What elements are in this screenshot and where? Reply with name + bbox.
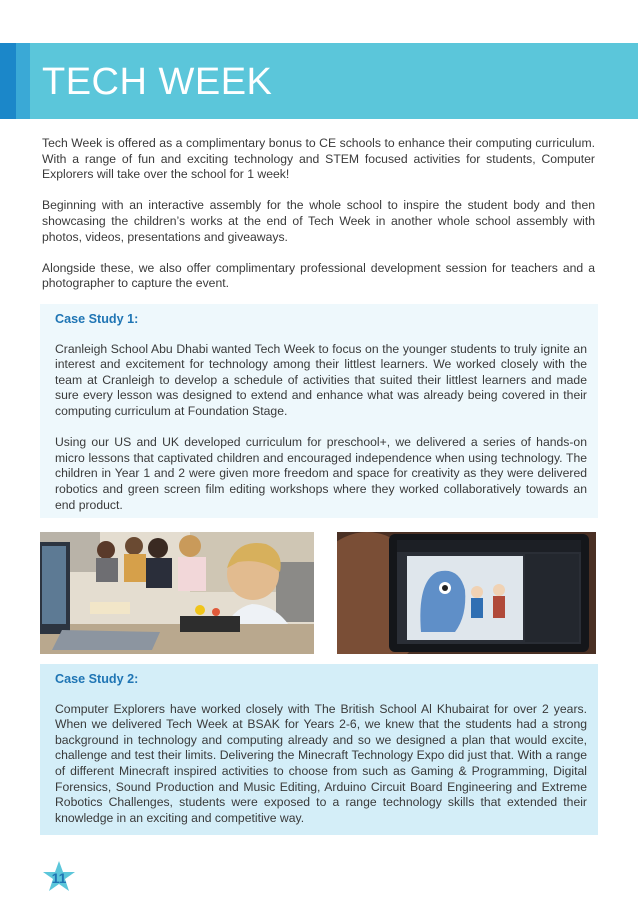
classroom-robotics-photo: [40, 532, 314, 654]
page-number: 11: [51, 870, 67, 886]
case-study-1-heading: Case Study 1:: [55, 312, 139, 326]
case-study-2-heading: Case Study 2:: [55, 672, 139, 686]
animation-tablet-illustration: [337, 532, 596, 654]
classroom-robotics-illustration: [40, 532, 314, 654]
animation-tablet-photo: [337, 532, 596, 654]
intro-section: [42, 136, 595, 308]
page-title: TECH WEEK: [42, 61, 273, 103]
case-study-2-paragraph: Computer Explorers have worked closely with The British School Al Khubairat for over 2 years. When we delivered Tech Week at BSAK for Years 2-6, we knew that the students had a strong background in technology and computing already and so we designed a plan that would excite, challenge and test their limits. Delivering the Minecraft Technology Expo did just that. With a range of different Minecraft inspired activities to choose from such as Gaming & Programming, Digital Forensics, Sound Production and Music Editing, Arduino Circuit Board Engineering and Extreme Robotics Challenges, students were exposed to a range technology skills that extended their knowledge in an exciting and competitive way.: [55, 701, 587, 825]
case-study-2-box: [40, 664, 598, 835]
case-study-1-paragraph: Using our US and UK developed curriculum for preschool+, we delivered a series of hands-on micro lessons that captivated children and encouraged independence when using technology. The children in Year 1 and 2 were given more freedom and space for creativity as they were delivered robotics and green screen film editing workshops where they worked collaboratively towards an end product.: [55, 435, 587, 512]
header-accent-light: [16, 43, 30, 119]
intro-paragraph: Alongside these, we also offer complimentary professional development session for teachers and a photographer to capture the event.: [42, 260, 595, 291]
case-study-1-paragraph: Cranleigh School Abu Dhabi wanted Tech Week to focus on the younger students to truly ignite an interest and excitement for technology among their littlest learners. We worked closely with the team at Cranleigh to develop a schedule of activities that suited their littlest learners and made sure every lesson was designed to extend and enhance what was already being covered in their computing curriculum at Foundation Stage.: [55, 341, 587, 418]
case-study-1-box: [40, 304, 598, 518]
header-accent-dark: [0, 43, 16, 119]
intro-paragraph: Tech Week is offered as a complimentary bonus to CE schools to enhance their computing curriculum. With a range of fun and exciting technology and STEM focused activities for students, Computer Explorers will take over the school for 1 week!: [42, 136, 595, 182]
intro-paragraph: Beginning with an interactive assembly for the whole school to inspire the student body and then showcasing the children’s works at the end of Tech Week in another whole school assembly with photos, videos, presentations and giveaways.: [42, 198, 595, 244]
